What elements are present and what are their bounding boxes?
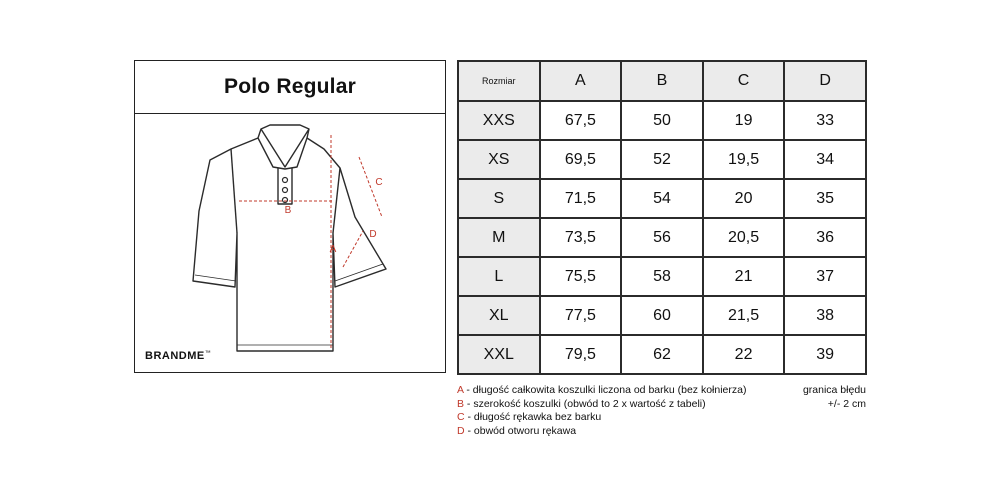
value-cell: 58 (621, 257, 703, 296)
table-row (458, 257, 866, 296)
size-cell: L (458, 257, 540, 296)
tolerance-note: granica błędu +/- 2 cm (802, 384, 866, 410)
value-cell: 20 (703, 179, 785, 218)
table-row (458, 218, 866, 257)
button-icon (283, 178, 288, 183)
value-cell: 38 (784, 296, 866, 335)
measurement-legend (457, 384, 746, 438)
value-cell: 67,5 (540, 101, 622, 140)
table-row (458, 335, 866, 374)
value-cell: 37 (784, 257, 866, 296)
size-column-header: Rozmiar (458, 61, 540, 101)
product-title: Polo Regular (135, 61, 445, 114)
value-cell: 39 (784, 335, 866, 374)
value-cell: 36 (784, 218, 866, 257)
size-cell: XXL (458, 335, 540, 374)
value-cell: 21 (703, 257, 785, 296)
button-icon (283, 188, 288, 193)
table-row (458, 101, 866, 140)
size-cell: XXS (458, 101, 540, 140)
column-header-c: C (703, 61, 785, 101)
value-cell: 71,5 (540, 179, 622, 218)
size-cell: XL (458, 296, 540, 335)
legend-item: A - długość całkowita koszulki liczona od barku (bez kołnierza) (457, 384, 747, 396)
table-row (458, 140, 866, 179)
collar-outline (258, 125, 309, 169)
size-cell: S (458, 179, 540, 218)
polo-shirt-diagram (135, 113, 445, 372)
value-cell: 73,5 (540, 218, 622, 257)
size-table (457, 60, 867, 375)
value-cell: 62 (621, 335, 703, 374)
placket (278, 168, 292, 204)
value-cell: 21,5 (703, 296, 785, 335)
label-a: A (329, 244, 337, 255)
value-cell: 54 (621, 179, 703, 218)
size-cell: M (458, 218, 540, 257)
value-cell: 50 (621, 101, 703, 140)
table-row (458, 179, 866, 218)
button-icon (283, 198, 288, 203)
value-cell: 56 (621, 218, 703, 257)
label-d: D (369, 229, 377, 240)
value-cell: 33 (784, 101, 866, 140)
column-header-b: B (621, 61, 703, 101)
value-cell: 69,5 (540, 140, 622, 179)
value-cell: 20,5 (703, 218, 785, 257)
shirt-outline (193, 138, 386, 351)
label-c: C (375, 177, 383, 188)
value-cell: 35 (784, 179, 866, 218)
legend-item: D - obwód otworu rękawa (457, 424, 577, 437)
size-diagram-panel (134, 60, 446, 373)
value-cell: 22 (703, 335, 785, 374)
column-header-d: D (784, 61, 866, 101)
value-cell: 19 (703, 101, 785, 140)
table-header-row (458, 61, 866, 101)
value-cell: 60 (621, 296, 703, 335)
value-cell: 75,5 (540, 257, 622, 296)
legend-item: C - długość rękawka bez barku (457, 411, 602, 423)
size-cell: XS (458, 140, 540, 179)
value-cell: 34 (784, 140, 866, 179)
value-cell: 19,5 (703, 140, 785, 179)
value-cell: 52 (621, 140, 703, 179)
table-row (458, 296, 866, 335)
brand-logo: BRANDME™ (145, 350, 212, 362)
measure-line-d (343, 231, 363, 267)
legend-item: B - szerokość koszulki (obwód to 2 x wartość z tabeli) (457, 397, 706, 410)
value-cell: 79,5 (540, 335, 622, 374)
column-header-a: A (540, 61, 622, 101)
value-cell: 77,5 (540, 296, 622, 335)
label-b: B (284, 205, 292, 216)
